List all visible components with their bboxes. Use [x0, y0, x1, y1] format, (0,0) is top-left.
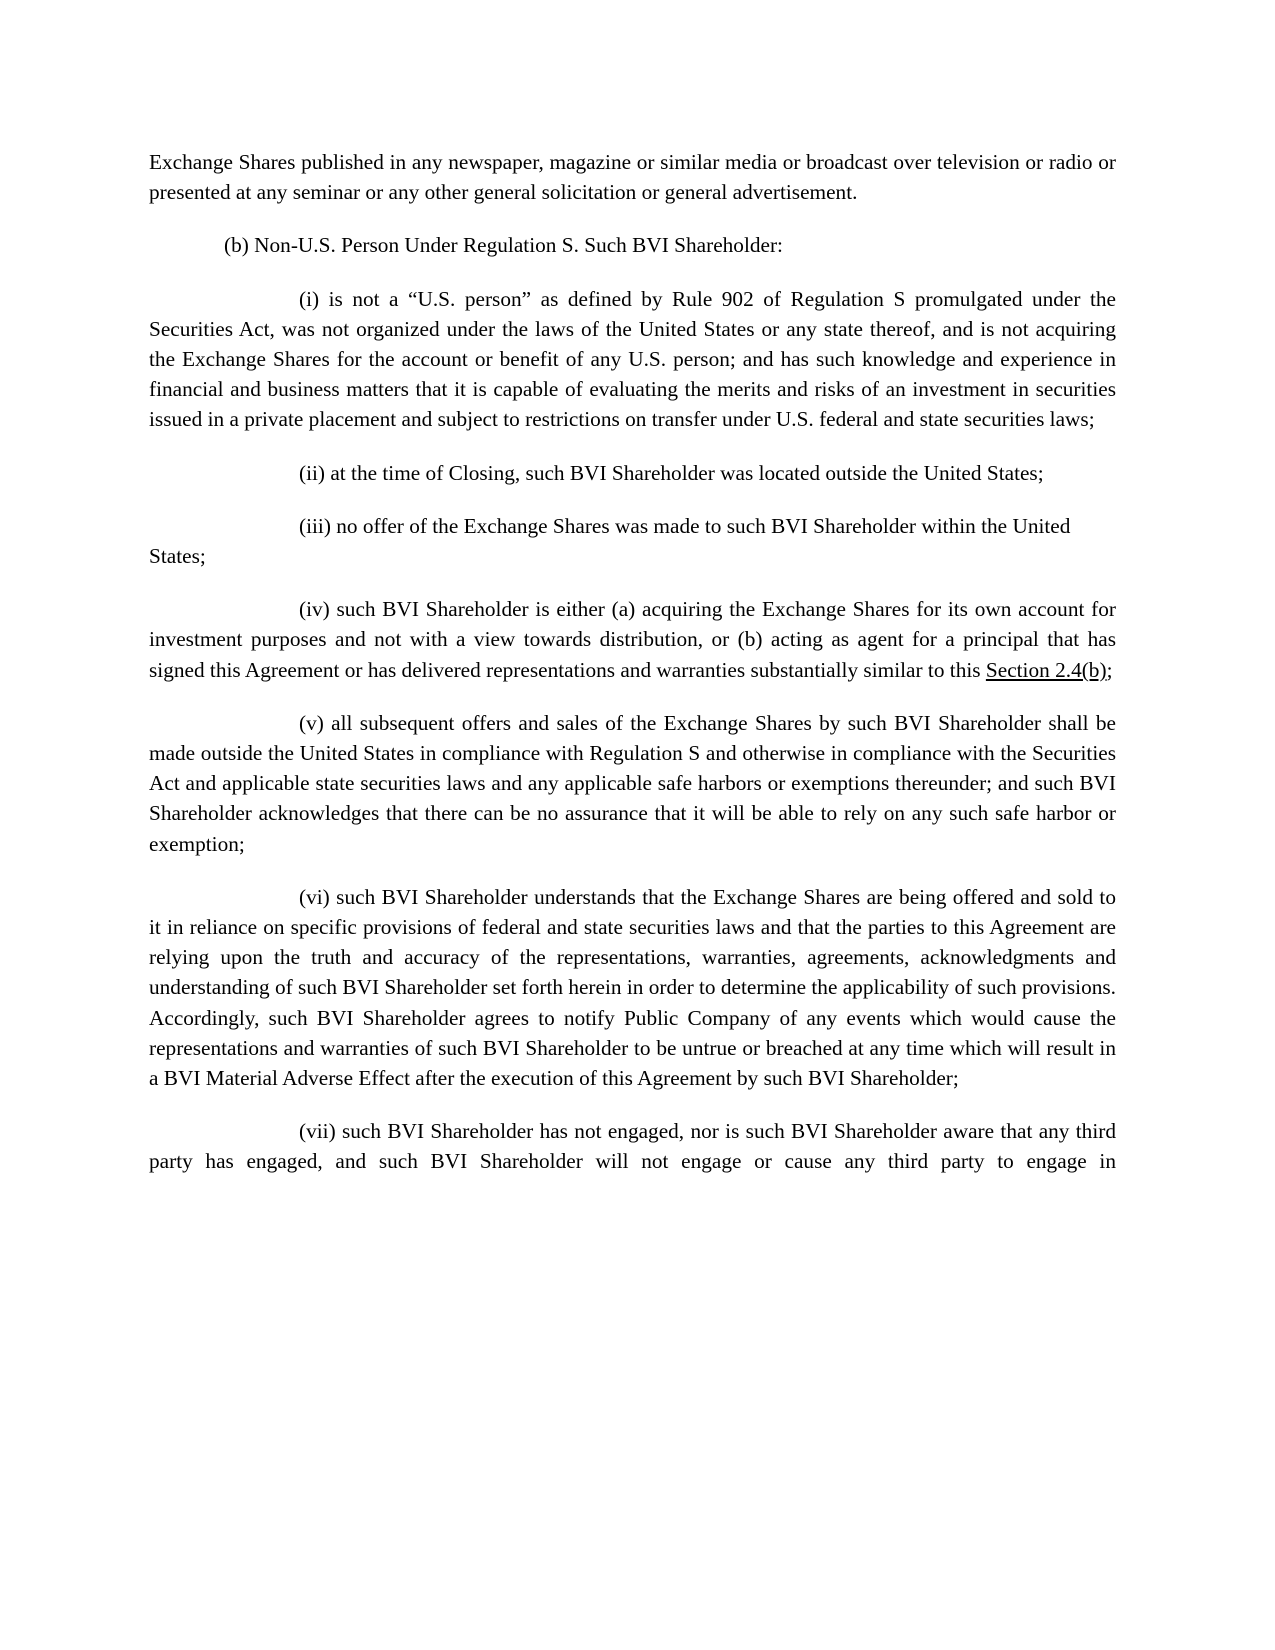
item-vi: (vi) such BVI Shareholder understands that the Exchange Shares are being offered and sold to it in reliance on specific provisions of federal and state securities laws and that the parties to this Agreement are relying upon the truth and accuracy of the representations, warranties, agreements, acknowledgments and understanding of such BVI Shareholder set forth herein in order to determine the applicability of such provisions. Accordingly, such BVI Shareholder agrees to notify Public Company of any events which would cause the representations and warranties of such BVI Shareholder to be untrue or breached at any time which will result in a BVI Material Adverse Effect after the execution of this Agreement by such BVI Shareholder; — [149, 884, 1116, 1091]
section-reference: Section 2.4(b) — [985, 657, 1107, 682]
paragraph-b-heading: (b) Non-U.S. Person Under Regulation S. Such BVI Shareholder: — [224, 233, 783, 258]
paragraph-intro: Exchange Shares published in any newspaper, magazine or similar media or broadcast over television or radio or presented at any seminar or any other general solicitation or general advertisement. — [149, 150, 1116, 205]
item-iv-text: (iv) such BVI Shareholder is either (a) acquiring the Exchange Shares for its own account for investment purposes and not with a view towards distribution, or (b) acting as agent for a principal that has signed this Agreement or has delivered representations and warranties substantially similar to this — [149, 597, 1116, 682]
item-iv — [149, 594, 1116, 685]
document-page — [149, 147, 1116, 1177]
item-iv-end: ; — [1106, 657, 1113, 682]
item-iii: (iii) no offer of the Exchange Shares was made to such BVI Shareholder within the United States; — [149, 513, 1071, 569]
item-vii: (vii) such BVI Shareholder has not engaged, nor is such BVI Shareholder aware that any third party has engaged, and such BVI Shareholder will not engage or cause any third party to engage in — [149, 1119, 1116, 1174]
item-i: (i) is not a “U.S. person” as defined by Rule 902 of Regulation S promulgated under the Securities Act, was not organized under the laws of the United States or any state thereof, and is not acquiring the Exchange Shares for the account or benefit of any U.S. person; and has such knowledge and experience in financial and business matters that it is capable of evaluating the merits and risks of an investment in securities issued in a private placement and subject to restrictions on transfer under U.S. federal and state securities laws; — [149, 286, 1116, 432]
item-ii: (ii) at the time of Closing, such BVI Shareholder was located outside the United States; — [299, 460, 1044, 485]
item-v: (v) all subsequent offers and sales of the Exchange Shares by such BVI Shareholder shall be made outside the United States in compliance with Regulation S and otherwise in compliance with the Securities Act and applicable state securities laws and any applicable safe harbors or exemptions thereunder; and such BVI Shareholder acknowledges that there can be no assurance that it will be able to rely on any such safe harbor or exemption; — [149, 710, 1116, 856]
